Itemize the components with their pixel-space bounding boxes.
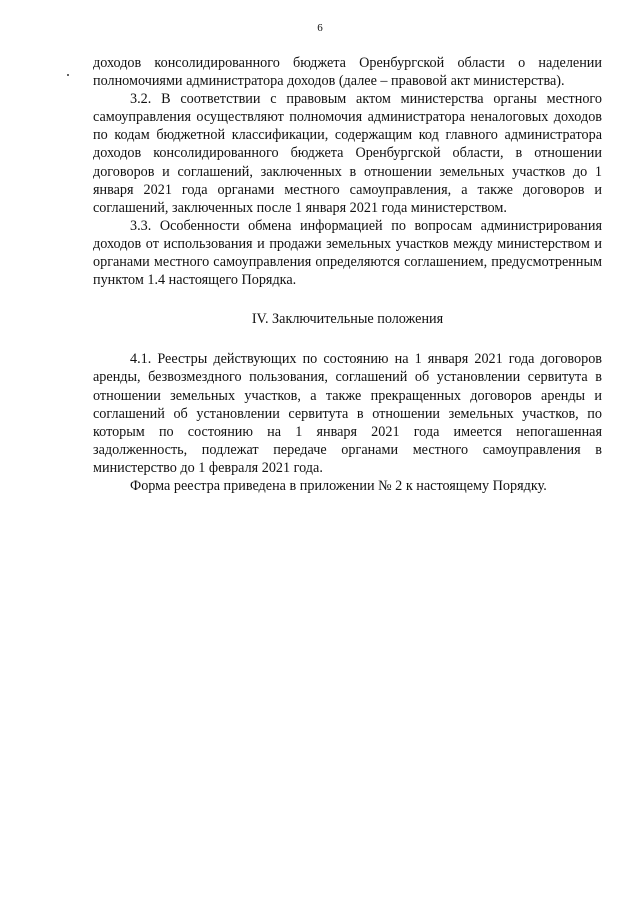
paragraph-continuation: доходов консолидированного бюджета Оренбургской области о наделении полномочиями администратора доходов (далее – правовой акт министерства). (93, 55, 602, 90)
page-number: 6 (317, 22, 323, 34)
section-heading-iv: IV. Заключительные положения (251, 311, 444, 328)
paragraph-form-note: Форма реестра приведена в приложении № 2 к настоящему Порядку. (130, 477, 547, 494)
scan-mark (67, 74, 69, 76)
paragraph-4-1: 4.1. Реестры действующих по состоянию на 1 января 2021 года договоров аренды, безвозмездного пользования, соглашений об установлении сервитута в отношении земельных участков, а также прекращенных договоров аренды и соглашений об установлении сервитута в отношении земельных участков, по которым по состоянию на 1 января 2021 года имеется непогашенная задолженность, подлежат передаче органами местного самоуправления в министерство до 1 февраля 2021 года. (93, 351, 602, 476)
document-body (93, 54, 602, 495)
paragraph-3-3: 3.3. Особенности обмена информацией по вопросам администрирования доходов от использования и продажи земельных участков между министерством и органами местного самоуправления определяются соглашением, предусмотренным пунктом 1.4 настоящего Порядка. (93, 217, 602, 289)
paragraph-3-2: 3.2. В соответствии с правовым актом министерства органы местного самоуправления осуществляют полномочия администратора неналоговых доходов по кодам бюджетной классификации, содержащим код главного администратора доходов консолидированного бюджета Оренбургской области, в отношении договоров и соглашений, заключенных в отношении земельных участков до 1 января 2021 года органами местного самоуправления, а также договоров и соглашений, заключенных после 1 января 2021 года министерством. (93, 91, 602, 216)
